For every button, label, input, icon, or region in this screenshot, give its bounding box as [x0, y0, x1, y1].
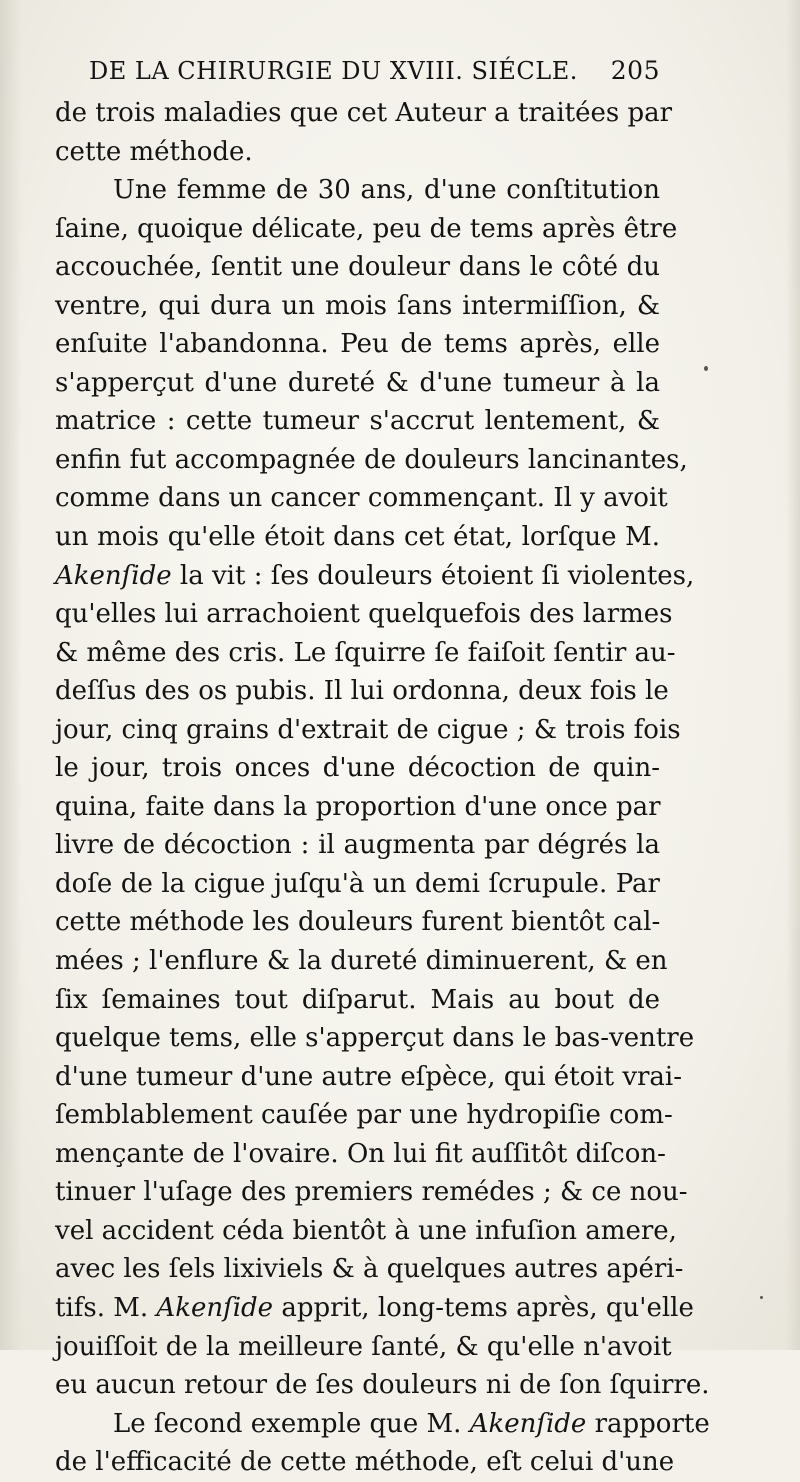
page-edge — [786, 0, 800, 1350]
text-line — [55, 1212, 677, 1251]
text-line — [55, 518, 660, 557]
text-line-content: deſſus des os pubis. Il lui ordonna, deux fois le — [55, 676, 669, 707]
running-head — [55, 56, 660, 94]
text-line — [55, 672, 669, 711]
text-line — [55, 1135, 666, 1174]
text-line-content: ſix ſemaines tout diſparut. Mais au bout de — [55, 984, 660, 1015]
text-line — [55, 1289, 694, 1328]
text-line-content: cette méthode les douleurs furent bientôt cal- — [55, 907, 661, 938]
text-line — [55, 287, 660, 326]
text-line — [55, 1366, 710, 1405]
author-name: Akenſide — [55, 560, 172, 591]
text-block — [55, 56, 710, 1482]
text-line-content: de l'efficacité de cette méthode, eſt celui d'une — [55, 1447, 675, 1478]
text-line — [55, 1443, 675, 1482]
text-line — [55, 788, 660, 827]
text-line — [55, 903, 660, 942]
author-name: Akenſide — [469, 1408, 587, 1439]
text-line — [55, 479, 668, 518]
text-line-content: Une femme de 30 ans, d'une conſtitution — [113, 175, 660, 206]
text-line-content: un mois qu'elle étoit dans cet état, lorſque M. — [55, 522, 660, 553]
text-line-content: jour, cinq grains d'extrait de cigue ; & trois fois — [55, 714, 681, 745]
text-line-content: enſuite l'abandonna. Peu de tems après, elle — [55, 329, 660, 360]
text-line-content: eu aucun retour de ſes douleurs ni de ſon ſquirre. — [55, 1370, 710, 1401]
text-line — [55, 402, 660, 441]
text-line-pre: Le ſecond exemple que M. — [113, 1408, 470, 1439]
text-line-content: vel accident céda bientôt à une infuſion amere, — [55, 1215, 677, 1246]
text-line-content: mençante de l'ovaire. On lui fit auſſitôt diſcon- — [55, 1138, 666, 1169]
body-text — [55, 94, 710, 1482]
text-line-content: jouiſſoit de la meilleure ſanté, & qu'elle n'avoit — [55, 1331, 672, 1362]
text-line-content: cette méthode. — [55, 136, 253, 167]
text-line-content: s'apperçut d'une dureté & d'une tumeur à la — [55, 367, 660, 398]
text-line — [55, 248, 660, 287]
text-line — [55, 711, 681, 750]
text-line-pre: tifs. M. — [55, 1292, 157, 1323]
text-line-content: quina, faite dans la proportion d'une once par — [55, 791, 661, 822]
text-line — [55, 749, 660, 788]
text-line-content: ſaine, quoique délicate, peu de tems après être — [55, 213, 678, 244]
text-line — [55, 1173, 688, 1212]
text-line-content: qu'elles lui arrachoient quelquefois des larmes — [55, 599, 673, 630]
text-line-content: accouchée, ſentit une douleur dans le côté du — [55, 252, 660, 283]
text-line-content: comme dans un cancer commençant. Il y avoit — [55, 483, 668, 514]
page-number: 205 — [610, 56, 660, 85]
paper-speck — [760, 1296, 763, 1299]
text-line — [55, 1250, 684, 1289]
text-line — [55, 171, 660, 210]
text-line — [55, 325, 660, 364]
paper-speck — [704, 366, 708, 371]
text-line-content: tinuer l'uſage des premiers remédes ; & ce nou- — [55, 1177, 688, 1208]
text-line — [55, 634, 676, 673]
text-line-content: matrice : cette tumeur s'accrut lentement, & — [55, 406, 660, 437]
text-line-content: doſe de la cigue juſqu'à un demi ſcrupule. Par — [55, 868, 660, 899]
text-line-content: mées ; l'enflure & la dureté diminuerent, & en — [55, 946, 668, 977]
text-line — [55, 557, 695, 596]
text-line — [55, 981, 660, 1020]
text-line — [55, 364, 660, 403]
text-line — [55, 1096, 673, 1135]
text-line — [55, 94, 673, 133]
text-line — [55, 826, 660, 865]
text-line-content: enfin fut accompagnée de douleurs lancinantes, — [55, 444, 688, 475]
text-line-content: la vit : ſes douleurs étoient ſi violentes, — [171, 560, 695, 591]
text-line — [55, 441, 688, 480]
text-line — [55, 1058, 683, 1097]
text-line-content: ventre, qui dura un mois ſans intermiſſion, & — [55, 290, 660, 321]
text-line-content: rapporte — [586, 1408, 710, 1439]
text-line-content: ſemblablement cauſée par une hydropiſie com- — [55, 1100, 673, 1131]
text-line-content: quelque tems, elle s'apperçut dans le bas-ventre — [55, 1023, 695, 1054]
text-line-content: & même des cris. Le ſquirre ſe faiſoit ſentir au- — [55, 637, 676, 668]
text-line-content: d'une tumeur d'une autre eſpèce, qui étoit vrai- — [55, 1061, 683, 1092]
text-line — [55, 595, 673, 634]
running-head-title: DE LA CHIRURGIE DU XVIII. SIÉCLE. — [89, 57, 578, 85]
text-line — [55, 865, 660, 904]
text-line-content: apprit, long-tems après, qu'elle — [273, 1292, 694, 1323]
text-line — [55, 942, 668, 981]
text-line-content: livre de décoction : il augmenta par dégrés la — [55, 830, 660, 861]
text-line-content: avec les ſels lixiviels & à quelques autres apéri- — [55, 1254, 684, 1285]
text-line — [55, 1405, 710, 1444]
text-line — [55, 1328, 672, 1367]
text-line-content: le jour, trois onces d'une décoction de quin- — [55, 753, 660, 784]
author-name: Akenſide — [156, 1292, 274, 1323]
text-line-content: de trois maladies que cet Auteur a traitées par — [55, 98, 673, 128]
text-line — [55, 1019, 695, 1058]
text-line — [55, 210, 678, 249]
text-line — [55, 133, 660, 172]
binding-shadow — [0, 0, 22, 1350]
